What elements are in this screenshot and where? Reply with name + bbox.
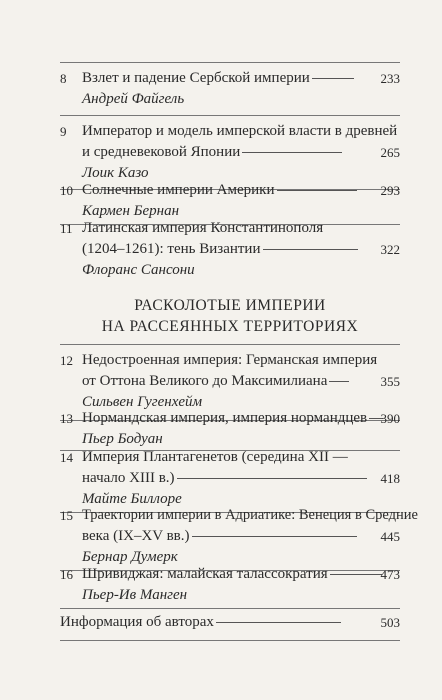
page-number: 473 [380, 567, 400, 582]
toc-entry-12[interactable] [60, 350, 400, 413]
leader-dots [277, 189, 357, 191]
chapter-title: Недостроенная империя: Германская империя [82, 352, 378, 368]
page-number: 265 [380, 145, 400, 160]
chapter-title-line [82, 526, 400, 547]
chapter-title: от Оттона Великого до Максимилиана [82, 373, 328, 389]
leader-dots [312, 77, 354, 79]
chapter-number: 10 [60, 183, 73, 198]
chapter-number: 8 [60, 71, 67, 86]
chapter-number: 12 [60, 353, 73, 368]
chapter-author: Андрей Файгель [82, 91, 185, 107]
toc-entry-authors[interactable] [60, 612, 400, 633]
chapter-title: начало XIII в.) [82, 470, 175, 486]
leader-dots [330, 573, 382, 575]
page-number: 445 [380, 529, 400, 544]
leader-dots [242, 151, 342, 153]
chapter-number: 13 [60, 411, 73, 426]
page-number: 233 [380, 71, 400, 86]
chapter-number: 9 [60, 124, 67, 139]
chapter-author: Лоик Казо [82, 165, 149, 181]
chapter-author: Пьер Бодуан [82, 431, 163, 447]
toc-entry-13[interactable] [60, 408, 400, 450]
divider [60, 344, 400, 345]
divider [60, 608, 400, 609]
chapter-title: Латинская империя Константинополя [82, 220, 324, 236]
chapter-title: века (IX–XV вв.) [82, 528, 190, 544]
chapter-title-line [82, 121, 400, 142]
chapter-title-line [82, 218, 400, 239]
chapter-title-line [82, 371, 400, 392]
chapter-author: Пьер-Ив Манген [82, 587, 188, 603]
page-number: 322 [380, 242, 400, 257]
chapter-title: Шривиджая: малайская талассократия [82, 566, 328, 582]
chapter-title-line [82, 447, 400, 468]
chapter-title-line [82, 505, 418, 526]
divider [60, 640, 400, 641]
chapter-title-line [82, 408, 400, 429]
chapter-title: Нормандская империя, империя нормандцев [82, 410, 368, 426]
chapter-title-line [82, 68, 400, 89]
toc-entry-11[interactable] [60, 218, 400, 281]
chapter-title-line [82, 180, 400, 201]
toc-entry-8[interactable] [60, 68, 400, 110]
toc-entry-16[interactable] [60, 564, 400, 606]
chapter-title: Империя Плантагенетов (середина XII — [82, 449, 348, 465]
chapter-author: Майте Биллоре [82, 491, 182, 507]
page-number: 390 [380, 411, 400, 426]
page-number: 293 [380, 183, 400, 198]
chapter-author: Флоранс Сансони [82, 262, 195, 278]
chapter-number: 16 [60, 567, 73, 582]
chapter-title: (1204–1261): тень Византии [82, 241, 261, 257]
divider [60, 115, 400, 116]
chapter-title: Взлет и падение Сербской империи [82, 70, 310, 86]
divider [60, 62, 400, 63]
chapter-title-line [82, 468, 400, 489]
chapter-author: Кармен Бернан [82, 203, 180, 219]
chapter-title-line [60, 612, 400, 633]
page-number: 503 [380, 615, 400, 630]
chapter-title-line [82, 564, 400, 585]
chapter-number: 15 [60, 508, 73, 523]
chapter-title: Информация об авторах [60, 614, 214, 630]
chapter-number: 11 [60, 221, 73, 236]
chapter-title-line [82, 350, 400, 371]
leader-dots [177, 477, 367, 479]
toc-entry-9[interactable] [60, 121, 400, 184]
chapter-title: Траектории империи в Адриатике: Венеция в Средние [82, 507, 418, 523]
section-heading-line: НА РАССЕЯННЫХ ТЕРРИТОРИЯХ [101, 318, 359, 335]
toc-entry-15[interactable] [60, 505, 418, 568]
chapter-author: Бернар Думерк [82, 549, 178, 565]
toc-entry-10[interactable] [60, 180, 400, 222]
page-number: 418 [380, 471, 400, 486]
chapter-author: Сильвен Гугенхейм [82, 394, 203, 410]
chapter-number: 14 [60, 450, 73, 465]
leader-dots [192, 535, 357, 537]
section-heading-line: РАСКОЛОТЫЕ ИМПЕРИИ [134, 297, 326, 314]
toc-entry-14[interactable] [60, 447, 400, 510]
chapter-title-line [82, 239, 400, 260]
leader-dots [216, 621, 341, 623]
section-heading [60, 295, 400, 337]
leader-dots [329, 380, 349, 382]
chapter-title: Солнечные империи Америки [82, 182, 275, 198]
chapter-title-line [82, 142, 400, 163]
page-number: 355 [380, 374, 400, 389]
leader-dots [263, 248, 358, 250]
chapter-title: и средневековой Японии [82, 144, 241, 160]
chapter-title: Император и модель имперской власти в древней [82, 123, 398, 139]
